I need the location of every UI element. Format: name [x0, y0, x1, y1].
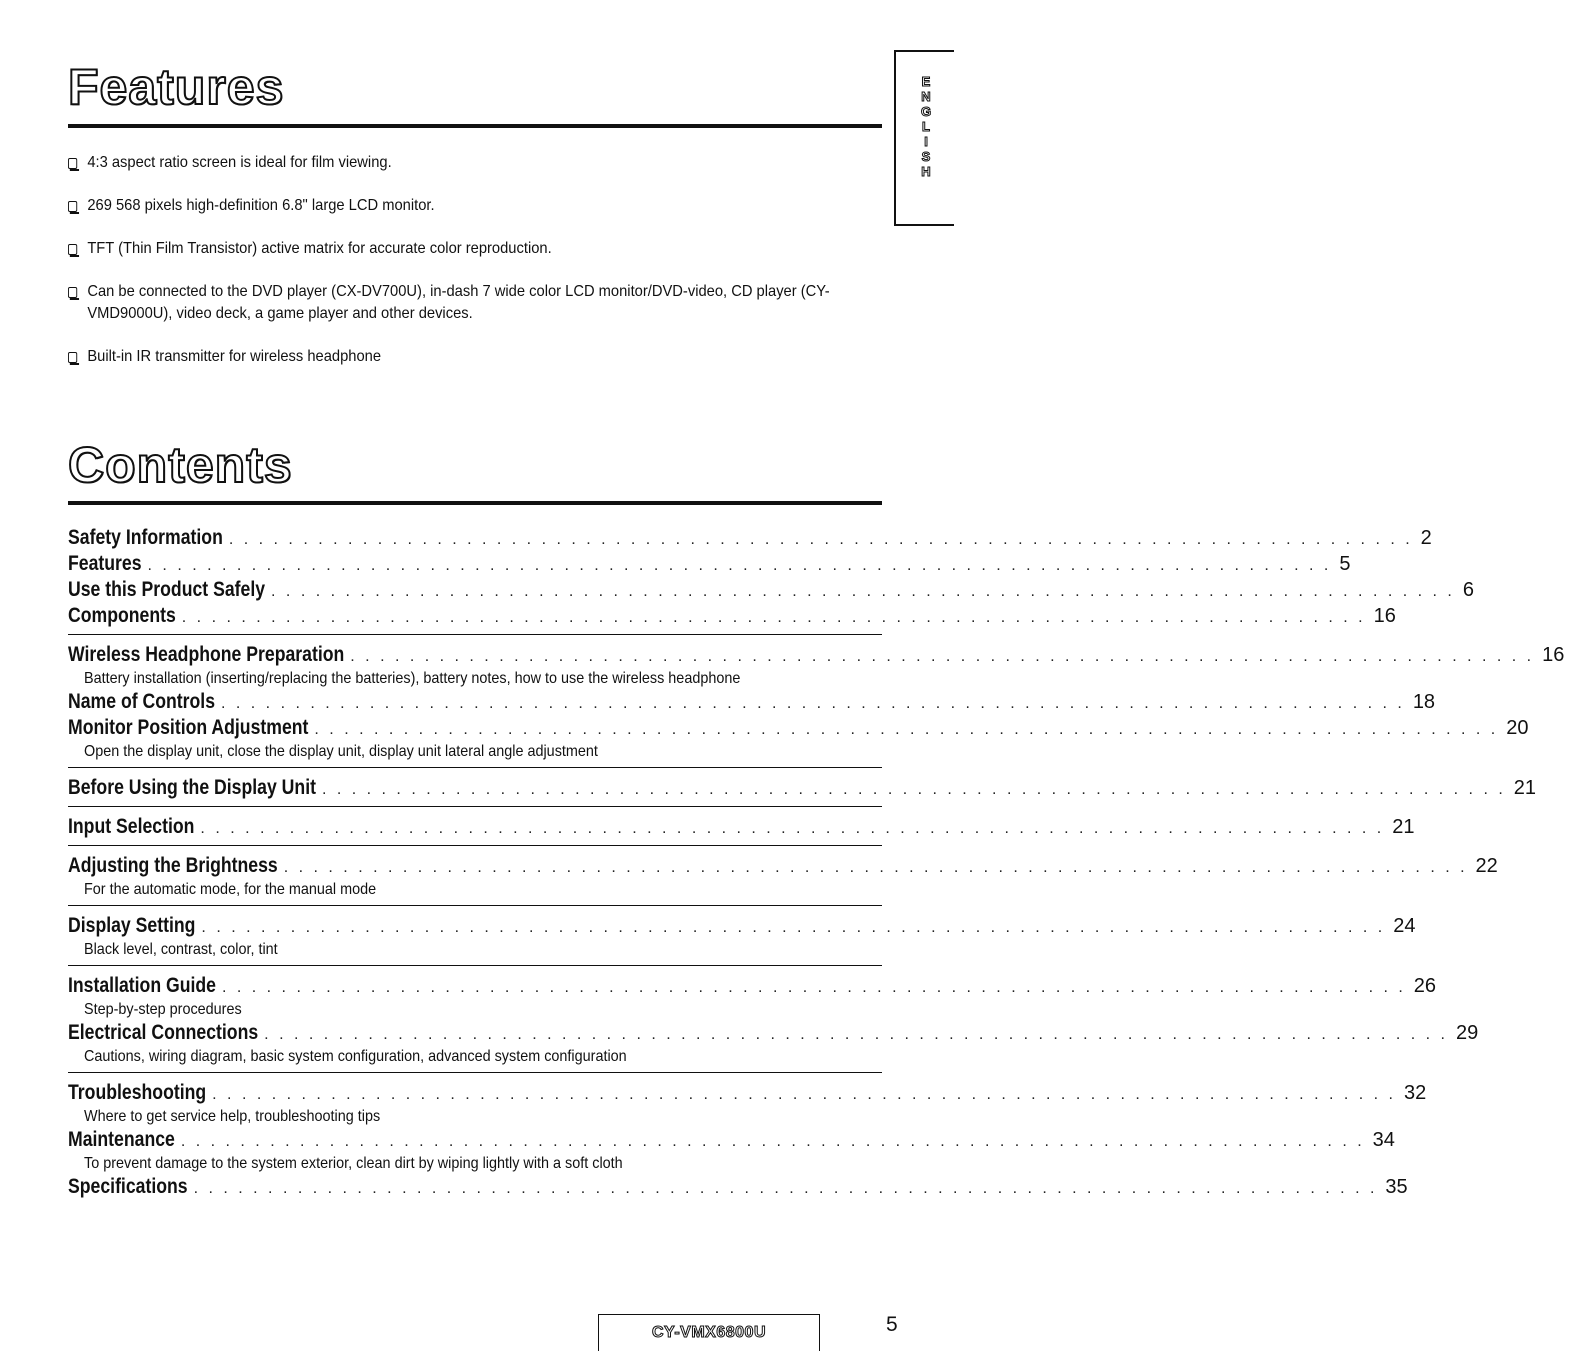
toc-entry-description: Cautions, wiring diagram, basic system configuration, advanced system configuration: [84, 1048, 627, 1065]
toc-page-number: 21: [1392, 816, 1415, 838]
language-letter: S: [921, 149, 931, 164]
toc-leader-dots: . . . . . . . . . . . . . . . . . . . . . . . . . . . . . . . . . . . . . . . . . . . . . . . . . . . . . . . . . . . . . . . . . . . . . . . . . . . . . . . .: [147, 557, 1332, 574]
feature-text: TFT (Thin Film Transistor) active matrix for accurate color reproduction.: [87, 240, 552, 257]
toc-entry-description: Open the display unit, close the display unit, display unit lateral angle adjustment: [84, 743, 598, 760]
features-list: [68, 152, 888, 389]
toc-entry-title: Name of Controls: [68, 690, 216, 713]
toc-entry[interactable]: [68, 776, 1537, 802]
toc-page-number: 2: [1420, 527, 1432, 549]
toc-page-number: 32: [1403, 1082, 1427, 1104]
toc-page-number: 29: [1455, 1022, 1479, 1044]
toc-page-number: 24: [1393, 915, 1416, 937]
toc-entry[interactable]: [68, 1021, 1479, 1047]
toc-entry[interactable]: [68, 690, 1436, 716]
language-tab: [894, 50, 954, 226]
toc-entry[interactable]: [68, 643, 1565, 669]
page-number: 5: [886, 1313, 898, 1336]
features-rule: [68, 124, 882, 128]
toc-leader-dots: . . . . . . . . . . . . . . . . . . . . . . . . . . . . . . . . . . . . . . . . . . . . . . . . . . . . . . . . . . . . . . . . . . . . . . . . . . . . . . . .: [283, 859, 1468, 876]
toc-leader-dots: . . . . . . . . . . . . . . . . . . . . . . . . . . . . . . . . . . . . . . . . . . . . . . . . . . . . . . . . . . . . . . . . . . . . . . . . . . . . . . . .: [271, 583, 1455, 600]
language-letter: I: [924, 134, 928, 149]
toc-page-number: 6: [1462, 579, 1474, 601]
toc-group: [68, 776, 1537, 807]
language-letter: H: [921, 164, 931, 179]
toc-entry-description: For the automatic mode, for the manual mode: [84, 881, 377, 898]
toc-entry-title: Wireless Headphone Preparation: [68, 643, 345, 666]
toc-leader-dots: . . . . . . . . . . . . . . . . . . . . . . . . . . . . . . . . . . . . . . . . . . . . . . . . . . . . . . . . . . . . . . . . . . . . . . . . . . . . . . . .: [200, 820, 1385, 837]
toc-entry-description: Where to get service help, troubleshooting tips: [84, 1108, 381, 1125]
language-letter: N: [921, 89, 931, 104]
toc-leader-dots: . . . . . . . . . . . . . . . . . . . . . . . . . . . . . . . . . . . . . . . . . . . . . . . . . . . . . . . . . . . . . . . . . . . . . . . . . . . . . . . .: [264, 1026, 1448, 1043]
toc-leader-dots: . . . . . . . . . . . . . . . . . . . . . . . . . . . . . . . . . . . . . . . . . . . . . . . . . . . . . . . . . . . . . . . . . . . . . . . . . . . . . . . .: [212, 1086, 1396, 1103]
toc-entry-title: Use this Product Safely: [68, 578, 266, 601]
toc-page-number: 21: [1513, 777, 1537, 799]
toc-entry[interactable]: [68, 1081, 1427, 1107]
toc-entry[interactable]: [68, 1128, 1395, 1154]
toc-entry-title: Adjusting the Brightness: [68, 854, 278, 877]
toc-group: [68, 526, 1474, 635]
toc-entry[interactable]: [68, 604, 1396, 630]
toc-leader-dots: . . . . . . . . . . . . . . . . . . . . . . . . . . . . . . . . . . . . . . . . . . . . . . . . . . . . . . . . . . . . . . . . . . . . . . . . . . . . . . . .: [180, 1133, 1365, 1150]
feature-item: [68, 238, 897, 260]
toc-entry-title: Electrical Connections: [68, 1021, 259, 1044]
toc-leader-dots: . . . . . . . . . . . . . . . . . . . . . . . . . . . . . . . . . . . . . . . . . . . . . . . . . . . . . . . . . . . . . . . . . . . . . . . . . . . . . . . .: [221, 979, 1406, 996]
checkbox-bullet-icon: [68, 352, 77, 363]
toc-entry-title: Before Using the Display Unit: [68, 776, 316, 799]
checkbox-bullet-icon: [68, 244, 77, 255]
model-label: CY-VMX6800U: [652, 1324, 766, 1341]
toc-page-number: 22: [1475, 855, 1498, 877]
toc-group: [68, 914, 1416, 966]
toc-group: [68, 815, 1415, 846]
feature-text: Built-in IR transmitter for wireless headphone: [87, 348, 382, 365]
toc-entry-title: Features: [68, 552, 142, 575]
toc-entry-description: To prevent damage to the system exterior, clean dirt by wiping lightly with a soft cloth: [84, 1155, 623, 1172]
toc-group: [68, 1081, 1427, 1205]
toc-entry[interactable]: [68, 716, 1529, 742]
model-label-box: [598, 1314, 820, 1351]
toc-entry-title: Maintenance: [68, 1128, 175, 1151]
toc-page-number: 34: [1372, 1129, 1395, 1151]
toc-leader-dots: . . . . . . . . . . . . . . . . . . . . . . . . . . . . . . . . . . . . . . . . . . . . . . . . . . . . . . . . . . . . . . . . . . . . . . . . . . . . . . . .: [314, 721, 1499, 738]
checkbox-bullet-icon: [68, 201, 77, 212]
language-letter: G: [920, 104, 932, 119]
toc-leader-dots: . . . . . . . . . . . . . . . . . . . . . . . . . . . . . . . . . . . . . . . . . . . . . . . . . . . . . . . . . . . . . . . . . . . . . . . . . . . . . . . .: [350, 648, 1535, 665]
toc-entry-title: Troubleshooting: [68, 1081, 207, 1104]
toc-group: [68, 974, 1479, 1073]
language-letter: L: [922, 119, 930, 134]
toc-group: [68, 854, 1498, 906]
toc-entry-title: Safety Information: [68, 526, 223, 549]
toc-leader-dots: . . . . . . . . . . . . . . . . . . . . . . . . . . . . . . . . . . . . . . . . . . . . . . . . . . . . . . . . . . . . . . . . . . . . . . . . . . . . . . . .: [201, 919, 1386, 936]
toc-leader-dots: . . . . . . . . . . . . . . . . . . . . . . . . . . . . . . . . . . . . . . . . . . . . . . . . . . . . . . . . . . . . . . . . . . . . . . . . . . . . . . . .: [321, 781, 1506, 798]
features-heading: Features: [68, 59, 285, 115]
feature-text: 4:3 aspect ratio screen is ideal for film viewing.: [87, 154, 392, 171]
toc-entry-title: Input Selection: [68, 815, 195, 838]
toc-leader-dots: . . . . . . . . . . . . . . . . . . . . . . . . . . . . . . . . . . . . . . . . . . . . . . . . . . . . . . . . . . . . . . . . . . . . . . . . . . . . . . . .: [228, 531, 1413, 548]
toc-page-number: 16: [1373, 605, 1396, 627]
language-tab-letters: [916, 74, 936, 179]
toc-page-number: 18: [1412, 691, 1436, 713]
checkbox-bullet-icon: [68, 158, 77, 169]
toc-page-number: 5: [1339, 553, 1351, 575]
feature-item: [68, 346, 897, 368]
toc-leader-dots: . . . . . . . . . . . . . . . . . . . . . . . . . . . . . . . . . . . . . . . . . . . . . . . . . . . . . . . . . . . . . . . . . . . . . . . . . . . . . . . .: [181, 609, 1366, 626]
toc-leader-dots: . . . . . . . . . . . . . . . . . . . . . . . . . . . . . . . . . . . . . . . . . . . . . . . . . . . . . . . . . . . . . . . . . . . . . . . . . . . . . . . .: [193, 1180, 1378, 1197]
toc-entry-description: Battery installation (inserting/replacing the batteries), battery notes, how to use the wireless headphone: [84, 670, 741, 687]
checkbox-bullet-icon: [68, 287, 77, 298]
contents-rule: [68, 501, 882, 505]
language-letter: E: [921, 74, 931, 89]
toc-page-number: 35: [1385, 1176, 1408, 1198]
feature-item: [68, 152, 897, 174]
toc-entry[interactable]: [68, 578, 1474, 604]
toc-entry[interactable]: [68, 552, 1351, 578]
toc-entry[interactable]: [68, 914, 1416, 940]
toc-page-number: 16: [1542, 644, 1565, 666]
toc-entry-title: Monitor Position Adjustment: [68, 716, 309, 739]
contents-heading: Contents: [68, 437, 293, 493]
toc-entry-title: Display Setting: [68, 914, 196, 937]
toc-group: [68, 643, 1565, 768]
toc-page-number: 20: [1506, 717, 1529, 739]
feature-text: Can be connected to the DVD player (CX-DV700U), in-dash 7 wide color LCD monitor/DVD-video, CD player (CY-VMD9000U), video deck, a game player and other devices.: [87, 283, 830, 322]
feature-item: [68, 195, 897, 217]
feature-item: [68, 281, 897, 325]
toc-page-number: 26: [1413, 975, 1437, 997]
toc-leader-dots: . . . . . . . . . . . . . . . . . . . . . . . . . . . . . . . . . . . . . . . . . . . . . . . . . . . . . . . . . . . . . . . . . . . . . . . . . . . . . . . .: [221, 695, 1405, 712]
toc-entry[interactable]: [68, 526, 1432, 552]
toc-entry-title: Components: [68, 604, 176, 627]
toc-entry-description: Black level, contrast, color, tint: [84, 941, 278, 958]
toc-entry[interactable]: [68, 1175, 1408, 1201]
table-of-contents: [68, 526, 1565, 1213]
toc-entry[interactable]: [68, 974, 1437, 1000]
toc-entry-title: Installation Guide: [68, 974, 216, 997]
toc-entry[interactable]: [68, 815, 1415, 841]
feature-text: 269 568 pixels high-definition 6.8" large LCD monitor.: [87, 197, 435, 214]
toc-entry-description: Step-by-step procedures: [84, 1001, 242, 1018]
toc-entry[interactable]: [68, 854, 1498, 880]
toc-entry-title: Specifications: [68, 1175, 188, 1198]
